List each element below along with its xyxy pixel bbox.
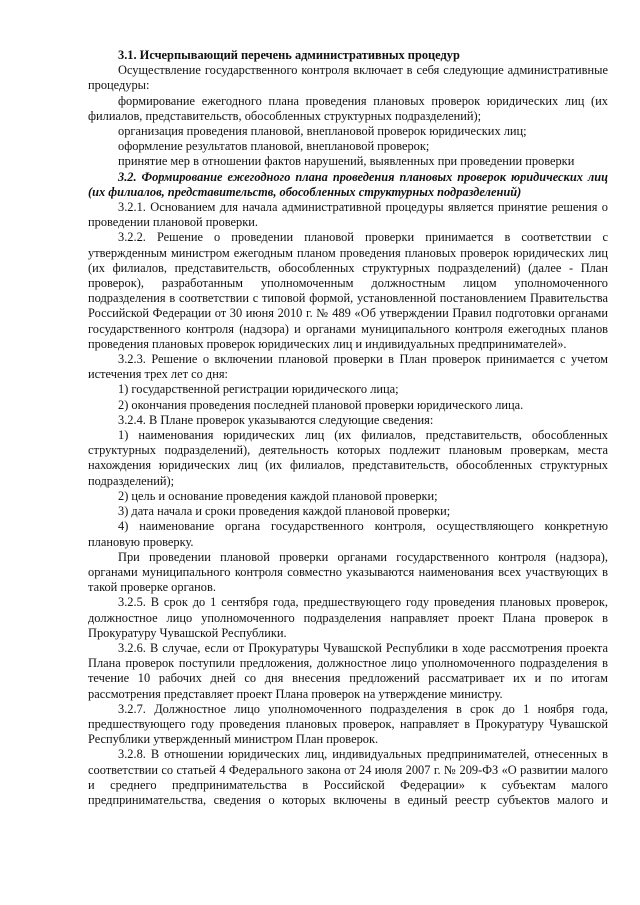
list-item-3-2-3-1: 1) государственной регистрации юридического лица; bbox=[118, 382, 399, 397]
section-heading-3-2: 3.2. Формирование ежегодного плана проведения плановых проверок юридических лиц (их филиалов, представительств, обособленных структурных подразделений) bbox=[88, 169, 608, 199]
procedure-item-4: принятие мер в отношении фактов нарушений, выявленных при проведении проверки bbox=[118, 154, 575, 169]
paragraph-3-2-4: 3.2.4. В Плане проверок указываются следующие сведения: bbox=[118, 412, 434, 427]
paragraph-3-2-1: 3.2.1. Основанием для начала административной процедуры является принятие решения о проведении плановой проверки. bbox=[88, 200, 608, 230]
paragraph-3-2-6: 3.2.6. В случае, если от Прокуратуры Чувашской Республики в ходе рассмотрения проекта Плана проверок поступили предложения, должностное лицо уполномоченного подразделения в течение 10 рабочих дней со дня внесения предложений рассматривает их и по итогам рассмотрения представляет проект Плана проверок на утверждение министру. bbox=[88, 640, 608, 701]
procedure-item-2: организация проведения плановой, внеплановой проверок юридических лиц; bbox=[118, 124, 527, 139]
paragraph-joint-inspection: При проведении плановой проверки органами государственного контроля (надзора), органами муниципального контроля совместно указываются наименования всех участвующих в такой проверке органов. bbox=[88, 549, 608, 595]
procedure-item-1: формирование ежегодного плана проведения плановых проверок юридических лиц (их филиалов, представительств, обособленных структурных подразделений); bbox=[88, 93, 608, 123]
list-item-3-2-4-2: 2) цель и основание проведения каждой плановой проверки; bbox=[118, 488, 438, 503]
paragraph-3-2-2: 3.2.2. Решение о проведении плановой проверки принимается в соответствии с утвержденным министром ежегодным планом проведения плановых проверок юридических лиц (их филиалов, представительств, обособленных структурных подразделений) (далее - План проверок), разработанным уполномоченным должностным лицом уполномоченного подразделения в соответствии с типовой формой, установленной постановлением Правительства Российской Федерации от 30 июня 2010 г. № 489 «Об утверждении Правил подготовки органами государственного контроля (надзора) и органами муниципального контроля ежегодных планов проведения плановых проверок юридических лиц и индивидуальных предпринимателей». bbox=[88, 230, 608, 351]
list-item-3-2-4-4: 4) наименование органа государственного контроля, осуществляющего конкретную плановую проверку. bbox=[88, 519, 608, 549]
paragraph-3-2-8: 3.2.8. В отношении юридических лиц, индивидуальных предпринимателей, отнесенных в соответствии со статьей 4 Федерального закона от 24 июля 2007 г. № 209-ФЗ «О развитии малого и среднего предпринимательства в Российской Федерации» к субъектам малого предпринимательства, сведения о которых включены в единый реестр субъектов малого и bbox=[88, 747, 608, 807]
section-heading-3-1: 3.1. Исчерпывающий перечень административных процедур bbox=[118, 48, 460, 62]
document-page bbox=[88, 48, 608, 808]
paragraph-3-2-3: 3.2.3. Решение о включении плановой проверки в План проверок принимается с учетом истечения трех лет со дня: bbox=[88, 352, 608, 382]
paragraph-intro: Осуществление государственного контроля включает в себя следующие административные процедуры: bbox=[88, 63, 608, 93]
paragraph-3-2-5: 3.2.5. В срок до 1 сентября года, предшествующего году проведения плановых проверок, должностное лицо уполномоченного подразделения направляет проект Плана проверок в Прокуратуру Чувашской Республики. bbox=[88, 595, 608, 640]
paragraph-3-2-7: 3.2.7. Должностное лицо уполномоченного подразделения в срок до 1 ноября года, предшествующего году проведения плановых проверок, направляет в Прокуратуру Чувашской Республики утвержденный министром План проверок. bbox=[88, 701, 608, 747]
procedure-item-3: оформление результатов плановой, внеплановой проверок; bbox=[118, 139, 430, 154]
list-item-3-2-4-3: 3) дата начала и сроки проведения каждой плановой проверки; bbox=[118, 504, 451, 519]
list-item-3-2-4-1: 1) наименования юридических лиц (их филиалов, представительств, обособленных структурных подразделений), деятельность которых подлежит плановым проверкам, места нахождения юридических лиц (их филиалов, представительств, обособленных структурных подразделений); bbox=[88, 428, 608, 488]
list-item-3-2-3-2: 2) окончания проведения последней плановой проверки юридического лица. bbox=[118, 397, 524, 412]
